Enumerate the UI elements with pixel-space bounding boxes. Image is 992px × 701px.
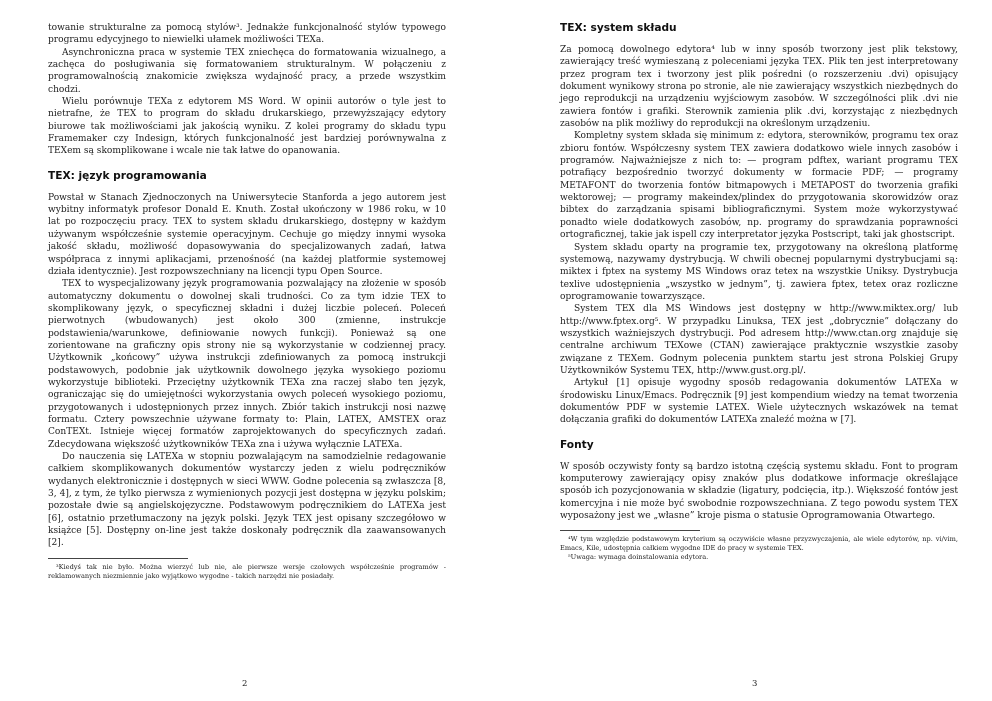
paragraph: Wielu porównuje TEXa z edytorem MS Word. W opinii autorów o tyle jest to nietrafne, że TEX to program do składu drukarskiego, przewyższający edytory biurowe tak możliwościami jak jakością wyniku. Z kolei programy do składu typu Framemaker czy Indesign, których funkcjonalność jest bardziej porównywalna z TEXem są skomplikowane i wcale nie tak łatwe do opanowania. [48, 97, 446, 157]
paragraph: Kompletny system składa się minimum z: edytora, sterowników, programu tex oraz zbioru fontów. Współczesny system TEX zawiera dodatkowo wiele innych zasobów i programów. Najważniejsze z nich to: — program pdftex, wariant programu TEX potrafiący bezpośrednio tworzyć dokumenty w formacie PDF; — programy METAFONT do tworzenia fontów bitmapowych i METAPOST do tworzenia grafiki wektorowej; — programy makeindex/plindex do przygotowania skorowidzów oraz bibtex do zarządzania spisami bibliograficznymi. System może wykorzystywać ponadto wiele dodatkowych zasobów, np. programy do sprawdzania poprawności ortograficznej, takie jak ispell czy interpretator języka Postscript, taki jak ghostscript. [560, 131, 958, 241]
paragraph: towanie strukturalne za pomocą stylów³. Jednakże funkcjonalność stylów typowego programu edycyjnego to niewielki ułamek możliwości TEXa. [48, 23, 446, 46]
footnote: ³Kiedyś tak nie było. Można wierzyć lub nie, ale pierwsze wersje czołowych współcześnie programów - reklamowanych niezmiennie jako wyjątkowo wygodne - takich narzędzi nie posiadały. [48, 562, 446, 580]
paragraph: System składu oparty na programie tex, przygotowany na określoną platformę systemową, nazywamy dystrybucją. W chwili obecnej popularnymi dystrybucjami są: miktex i fptex na systemy MS Windows oraz tetex na wszystkie Uniksy. Dystrybucja texlive udostępnienia „wszystko w jednym”, tj. zawiera fptex, tetex oraz rozliczne oprogramowanie towarzyszące. [560, 242, 958, 302]
paragraph: Za pomocą dowolnego edytora⁴ lub w inny sposób tworzony jest plik tekstowy, zawierający treść wymieszaną z poleceniami języka TEX. Plik ten jest interpretowany przez program tex i tworzony jest plik pośredni (o rozszerzeniu .dvi) opisujący dokument wynikowy strona po stronie, ale nie zawierający wszystkich niezbędnych do jego reprodukcji na urządzeniu wyjściowym zasobów. W szczególności plik .dvi nie zawiera fontów i grafiki. Sterownik zamienia plik .dvi, korzystając z niezbędnych zasobów na plik możliwy do reprodukcji na określonym urządzeniu. [560, 45, 958, 130]
paragraph: Artykuł [1] opisuje wygodny sposób redagowania dokumentów LATEXa w środowisku Linux/Emacs. Podręcznik [9] jest kompendium wiedzy na temat tworzenia dokumentów PDF w systemie LATEX. Wiele użytecznych wskazówek na temat dołączania grafiki do dokumentów LATEXa znaleźć można w [7]. [560, 378, 958, 426]
paragraph: System TEX dla MS Windows jest dostępny w http://www.miktex.org/ lub http://www.fptex.org⁵. W przypadku Linuksa, TEX jest „dobrycznie” dołączany do wszystkich ważniejszych dystrybucji. Pod adresem http://www.ctan.org znajduje się centralne archiwum TEXowe (CTAN) zawierające praktycznie wszystkie zasoby związane z TEXem. Godnym polecenia punktem startu jest strona Polskiej Grupy Użytkowników Systemu TEX, http://www.gust.org.pl/. [560, 304, 958, 376]
page-number: 2 [242, 679, 248, 689]
footnote-rule [560, 530, 700, 531]
section-heading: TEX: system składu [560, 22, 677, 34]
paragraph: Powstał w Stanach Zjednoczonych na Uniwersytecie Stanforda a jego autorem jest wybitny informatyk profesor Donald E. Knuth. Został ukończony w 1986 roku, w 10 lat po rozpoczęciu pracy. TEX to system składu drukarskiego, dostępny w każdym używanym współcześnie systemie operacyjnym. Cechuje go między innymi wysoka jakość składu, możliwość dopasowywania do specjalizowanych zadań, łatwa współpraca z innymi aplikacjami, przenośność (na każdej platformie systemowej działa identycznie). Jest rozpowszechniany na licencji typu Open Source. [48, 192, 446, 277]
footnote: ⁴W tym względzie podstawowym kryterium są oczywiście własne przyzwyczajenia, ale wiele edytorów, np. vi/vim, Emacs, Kile, udostępnia całkiem wygodne IDE do pracy w systemie TEX. [560, 535, 958, 553]
section-heading: TEX: język programowania [48, 169, 207, 182]
footnote: ⁵Uwaga: wymaga doinstalowania edytora. [568, 553, 709, 562]
left-page-column [48, 22, 446, 581]
section-heading: Fonty [560, 438, 594, 451]
footnote-rule [48, 558, 188, 559]
paragraph: Do nauczenia się LATEXa w stopniu pozwalającym na samodzielnie redagowanie całkiem skomplikowanych dokumentów wystarczy jeden z wielu podręczników wydanych elektronicznie i dostępnych w sieci WWW. Godne polecenia są zwłaszcza [8, 3, 4], z tym, że tylko pierwsza z wymienionych pozycji jest dostępna w języku polskim; pozostałe dwie są angielskojęzyczne. Podstawowym podręcznikiem do LATEXa jest [6], ostatnio przetłumaczony na język polski. Język TEX jest opisany szczegółowo w książce [5]. Dostępny on-line jest także doskonały podręcznik dla zaawansowanych [2]. [48, 452, 446, 549]
paragraph: W sposób oczywisty fonty są bardzo istotną częścią systemu składu. Font to program komputerowy zawierający opisy znaków plus dodatkowe informacje określające sposób ich pozycjonowania w składzie (ligatury, podcięcia, itp.). Większość fontów jest komercyjna i nie może być swobodnie rozpowszechniana. Z tego powodu system TEX wyposażony jest we „własne” kroje pisma o statusie Oprogramowania Otwartego. [560, 461, 958, 522]
page-number: 3 [752, 679, 758, 689]
paragraph: TEX to wyspecjalizowany język programowania pozwalający na złożenie w sposób automatyczny dokumentu o dowolnej skali trudności. Co za tym idzie TEX to skomplikowany język, o specyficznej składni i dużej liczbie poleceń. Poleceń pierwotnych (wbudowanych) jest około 300 (zmienne, instrukcje podstawienia/warunkowe, definiowanie nowych funkcji). Ponieważ są one zorientowane na graficzny opis strony nie są wykorzystanie w codziennej pracy. Użytkownik „końcowy” używa instrukcji zdefiniowanych za pomocą instrukcji podstawowych, podobnie jak użytkownik dowolnego języka wysokiego poziomu wykorzystuje biblioteki. Przeciętny użytkownik TEXa zna raczej słabo ten język, ograniczając się do umiejętności wykorzystania owych poleceń wysokiego poziomu, przygotowanych i udostępnionych przez innych. Zbiór takich instrukcji nosi nazwę formatu. Cztery powszechnie używane formaty to: Plain, LATEX, AMSTEX oraz ConTEXt. Istnieje więcej formatów zaprojektowanych do specyficznych zadań. Zdecydowana większość użytkowników TEXa zna i używa wyłącznie LATEXa. [48, 279, 446, 450]
paragraph: Asynchroniczna praca w systemie TEX zniechęca do formatowania wizualnego, a zachęca do posługiwania się formatowaniem strukturalnym. W połączeniu z programowalnością znakomicie zwiększa wydajność pracy, a przede wszystkim chodzi. [48, 47, 446, 95]
right-page-column [560, 22, 958, 562]
